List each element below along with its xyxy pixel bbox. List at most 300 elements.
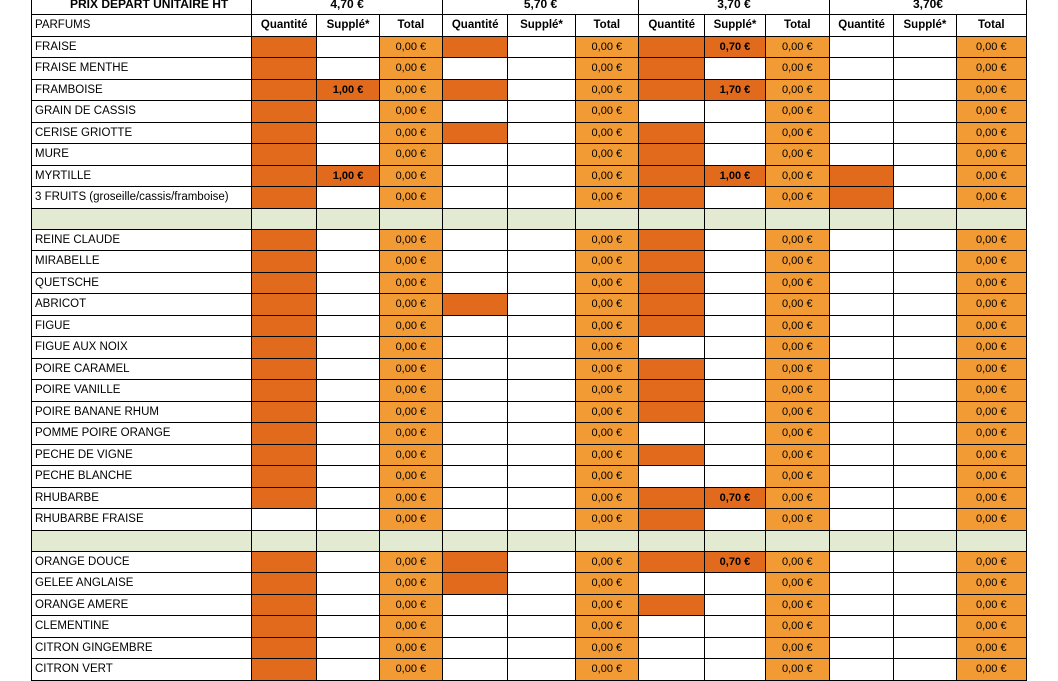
total-cell: 0,00 € bbox=[575, 423, 638, 445]
total-cell: 0,00 € bbox=[765, 358, 829, 380]
quantity-cell[interactable] bbox=[639, 251, 705, 273]
quantity-cell[interactable] bbox=[443, 444, 508, 466]
flavor-name: FIGUE AUX NOIX bbox=[32, 337, 252, 359]
quantite-header: Quantité bbox=[639, 15, 705, 37]
flavor-name: CERISE GRIOTTE bbox=[32, 122, 252, 144]
quantity-cell[interactable] bbox=[252, 165, 317, 187]
separator-cell bbox=[575, 530, 638, 551]
total-cell: 0,00 € bbox=[956, 444, 1026, 466]
quantity-cell[interactable] bbox=[829, 487, 893, 509]
total-cell: 0,00 € bbox=[765, 229, 829, 251]
price-label: PRIX DEPART UNITAIRE HT bbox=[32, 0, 252, 15]
quantity-cell[interactable] bbox=[829, 294, 893, 316]
quantite-header: Quantité bbox=[829, 15, 893, 37]
quantity-cell[interactable] bbox=[443, 229, 508, 251]
quantity-cell[interactable] bbox=[252, 294, 317, 316]
quantity-cell[interactable] bbox=[829, 637, 893, 659]
total-header: Total bbox=[765, 15, 829, 37]
total-cell: 0,00 € bbox=[765, 573, 829, 595]
quantity-cell[interactable] bbox=[443, 101, 508, 123]
quantity-cell[interactable] bbox=[639, 380, 705, 402]
total-cell: 0,00 € bbox=[379, 229, 442, 251]
supplement-cell bbox=[894, 294, 956, 316]
supplement-cell bbox=[508, 122, 575, 144]
table-row bbox=[32, 294, 1027, 316]
separator-cell bbox=[32, 208, 252, 229]
supplement-cell bbox=[705, 272, 765, 294]
table-row bbox=[32, 466, 1027, 488]
quantity-cell[interactable] bbox=[252, 423, 317, 445]
section-separator bbox=[32, 530, 1027, 551]
quantity-cell[interactable] bbox=[639, 423, 705, 445]
flavor-name: FRAISE bbox=[32, 36, 252, 58]
total-cell: 0,00 € bbox=[379, 444, 442, 466]
quantity-cell[interactable] bbox=[829, 551, 893, 573]
table-row bbox=[32, 315, 1027, 337]
quantity-cell[interactable] bbox=[639, 101, 705, 123]
total-cell: 0,00 € bbox=[956, 573, 1026, 595]
quantity-cell[interactable] bbox=[252, 144, 317, 166]
table-row bbox=[32, 36, 1027, 58]
separator-cell bbox=[443, 208, 508, 229]
quantity-cell[interactable] bbox=[829, 466, 893, 488]
supplement-cell bbox=[317, 122, 379, 144]
table-row bbox=[32, 487, 1027, 509]
total-cell: 0,00 € bbox=[956, 122, 1026, 144]
quantity-cell[interactable] bbox=[639, 272, 705, 294]
quantity-cell[interactable] bbox=[252, 444, 317, 466]
quantity-cell[interactable] bbox=[829, 229, 893, 251]
supplement-cell bbox=[894, 659, 956, 681]
quantity-cell[interactable] bbox=[443, 637, 508, 659]
total-cell: 0,00 € bbox=[765, 315, 829, 337]
quantity-cell[interactable] bbox=[639, 229, 705, 251]
quantity-cell[interactable] bbox=[252, 594, 317, 616]
quantity-cell[interactable] bbox=[829, 187, 893, 209]
quantity-cell[interactable] bbox=[252, 659, 317, 681]
quantity-cell[interactable] bbox=[639, 315, 705, 337]
separator-cell bbox=[705, 530, 765, 551]
supplement-cell bbox=[894, 229, 956, 251]
quantity-cell[interactable] bbox=[252, 229, 317, 251]
separator-cell bbox=[894, 208, 956, 229]
flavor-name: GELEE ANGLAISE bbox=[32, 573, 252, 595]
supplement-cell bbox=[317, 401, 379, 423]
supplement-cell bbox=[317, 229, 379, 251]
total-cell: 0,00 € bbox=[956, 659, 1026, 681]
total-cell: 0,00 € bbox=[575, 187, 638, 209]
quantity-cell[interactable] bbox=[252, 401, 317, 423]
flavor-name: FRAISE MENTHE bbox=[32, 58, 252, 80]
quantity-cell[interactable] bbox=[252, 187, 317, 209]
supplement-cell bbox=[508, 101, 575, 123]
supplement-cell bbox=[317, 144, 379, 166]
table-row bbox=[32, 616, 1027, 638]
supplement-cell bbox=[317, 551, 379, 573]
total-cell: 0,00 € bbox=[379, 509, 442, 531]
flavor-name: PECHE BLANCHE bbox=[32, 466, 252, 488]
quantity-cell[interactable] bbox=[639, 122, 705, 144]
flavor-name: 3 FRUITS (groseille/cassis/framboise) bbox=[32, 187, 252, 209]
quantity-cell[interactable] bbox=[639, 551, 705, 573]
quantity-cell[interactable] bbox=[443, 144, 508, 166]
quantity-cell[interactable] bbox=[443, 551, 508, 573]
section-separator bbox=[32, 208, 1027, 229]
total-cell: 0,00 € bbox=[765, 251, 829, 273]
quantity-cell[interactable] bbox=[639, 58, 705, 80]
supplement-cell bbox=[508, 401, 575, 423]
supplement-cell bbox=[317, 272, 379, 294]
flavor-name: CITRON GINGEMBRE bbox=[32, 637, 252, 659]
total-cell: 0,00 € bbox=[575, 79, 638, 101]
supplement-cell bbox=[508, 380, 575, 402]
price-group-3: 3,70 € bbox=[639, 0, 830, 15]
total-cell: 0,00 € bbox=[956, 401, 1026, 423]
total-header: Total bbox=[575, 15, 638, 37]
total-cell: 0,00 € bbox=[379, 315, 442, 337]
supplement-cell bbox=[508, 637, 575, 659]
quantity-cell[interactable] bbox=[443, 659, 508, 681]
quantity-cell[interactable] bbox=[639, 401, 705, 423]
quantity-cell[interactable] bbox=[639, 79, 705, 101]
supplement-cell bbox=[317, 251, 379, 273]
supplement-cell bbox=[508, 79, 575, 101]
total-cell: 0,00 € bbox=[379, 36, 442, 58]
supplement-cell bbox=[508, 551, 575, 573]
quantity-cell[interactable] bbox=[443, 251, 508, 273]
supplement-cell bbox=[508, 315, 575, 337]
quantity-cell[interactable] bbox=[829, 337, 893, 359]
supplement-cell bbox=[508, 251, 575, 273]
supplement-cell bbox=[705, 616, 765, 638]
quantity-cell[interactable] bbox=[252, 551, 317, 573]
total-cell: 0,00 € bbox=[765, 594, 829, 616]
quantity-cell[interactable] bbox=[443, 315, 508, 337]
quantity-cell[interactable] bbox=[443, 466, 508, 488]
total-cell: 0,00 € bbox=[379, 423, 442, 445]
quantity-cell[interactable] bbox=[639, 509, 705, 531]
supplement-cell bbox=[705, 294, 765, 316]
supplement-cell bbox=[705, 423, 765, 445]
quantity-cell[interactable] bbox=[829, 616, 893, 638]
quantity-cell[interactable] bbox=[639, 165, 705, 187]
supplement-cell bbox=[508, 272, 575, 294]
quantity-cell[interactable] bbox=[443, 616, 508, 638]
quantity-cell[interactable] bbox=[443, 36, 508, 58]
supplement-cell bbox=[705, 337, 765, 359]
quantity-cell[interactable] bbox=[829, 594, 893, 616]
supplement-cell: 0,70 € bbox=[705, 36, 765, 58]
quantity-cell[interactable] bbox=[443, 187, 508, 209]
quantity-cell[interactable] bbox=[252, 36, 317, 58]
total-cell: 0,00 € bbox=[379, 144, 442, 166]
table-row bbox=[32, 122, 1027, 144]
supplement-cell bbox=[317, 509, 379, 531]
separator-cell bbox=[956, 208, 1026, 229]
flavor-name: MURE bbox=[32, 144, 252, 166]
quantity-cell[interactable] bbox=[443, 79, 508, 101]
total-cell: 0,00 € bbox=[956, 551, 1026, 573]
quantity-cell[interactable] bbox=[252, 272, 317, 294]
quantity-cell[interactable] bbox=[829, 144, 893, 166]
supplement-cell bbox=[508, 229, 575, 251]
total-cell: 0,00 € bbox=[765, 487, 829, 509]
quantity-cell[interactable] bbox=[252, 380, 317, 402]
quantity-cell[interactable] bbox=[829, 251, 893, 273]
quantity-cell[interactable] bbox=[639, 616, 705, 638]
total-cell: 0,00 € bbox=[765, 144, 829, 166]
separator-cell bbox=[829, 530, 893, 551]
supplement-cell bbox=[894, 315, 956, 337]
quantity-cell[interactable] bbox=[639, 144, 705, 166]
total-cell: 0,00 € bbox=[379, 101, 442, 123]
quantity-cell[interactable] bbox=[252, 58, 317, 80]
supplement-cell bbox=[894, 487, 956, 509]
supplement-cell bbox=[894, 272, 956, 294]
supplement-cell bbox=[705, 401, 765, 423]
supplement-cell bbox=[894, 594, 956, 616]
total-cell: 0,00 € bbox=[379, 58, 442, 80]
supplement-cell bbox=[705, 466, 765, 488]
supplement-cell bbox=[508, 36, 575, 58]
separator-cell bbox=[765, 208, 829, 229]
quantity-cell[interactable] bbox=[252, 509, 317, 531]
quantity-cell[interactable] bbox=[829, 101, 893, 123]
quantity-cell[interactable] bbox=[829, 423, 893, 445]
supplement-cell bbox=[894, 101, 956, 123]
total-header: Total bbox=[956, 15, 1026, 37]
separator-cell bbox=[639, 530, 705, 551]
supplement-cell bbox=[894, 337, 956, 359]
total-cell: 0,00 € bbox=[379, 616, 442, 638]
total-cell: 0,00 € bbox=[765, 272, 829, 294]
supplement-cell bbox=[894, 58, 956, 80]
total-cell: 0,00 € bbox=[765, 101, 829, 123]
quantity-cell[interactable] bbox=[252, 251, 317, 273]
quantity-cell[interactable] bbox=[639, 659, 705, 681]
quantity-cell[interactable] bbox=[829, 358, 893, 380]
total-cell: 0,00 € bbox=[575, 315, 638, 337]
quantity-cell[interactable] bbox=[443, 487, 508, 509]
table-row bbox=[32, 401, 1027, 423]
total-cell: 0,00 € bbox=[956, 251, 1026, 273]
quantity-cell[interactable] bbox=[639, 594, 705, 616]
quantity-cell[interactable] bbox=[829, 315, 893, 337]
separator-cell bbox=[508, 530, 575, 551]
supplement-cell bbox=[317, 36, 379, 58]
supplement-cell bbox=[894, 122, 956, 144]
flavor-name: MIRABELLE bbox=[32, 251, 252, 273]
quantity-cell[interactable] bbox=[252, 315, 317, 337]
supplement-cell bbox=[508, 358, 575, 380]
flavor-name: POIRE BANANE RHUM bbox=[32, 401, 252, 423]
quantity-cell[interactable] bbox=[252, 337, 317, 359]
supplement-cell: 0,70 € bbox=[705, 487, 765, 509]
total-cell: 0,00 € bbox=[575, 251, 638, 273]
price-row bbox=[32, 0, 1027, 15]
quantity-cell[interactable] bbox=[639, 466, 705, 488]
quantity-cell[interactable] bbox=[639, 444, 705, 466]
separator-cell bbox=[252, 208, 317, 229]
total-cell: 0,00 € bbox=[956, 165, 1026, 187]
supplement-cell bbox=[894, 165, 956, 187]
quantity-cell[interactable] bbox=[829, 36, 893, 58]
supplement-cell bbox=[705, 187, 765, 209]
total-cell: 0,00 € bbox=[956, 187, 1026, 209]
supplement-cell bbox=[705, 659, 765, 681]
total-cell: 0,00 € bbox=[379, 594, 442, 616]
supplement-cell bbox=[317, 58, 379, 80]
quantity-cell[interactable] bbox=[829, 58, 893, 80]
quantity-cell[interactable] bbox=[829, 573, 893, 595]
total-cell: 0,00 € bbox=[956, 79, 1026, 101]
total-cell: 0,00 € bbox=[379, 466, 442, 488]
total-cell: 0,00 € bbox=[575, 551, 638, 573]
table-row bbox=[32, 251, 1027, 273]
supplement-cell bbox=[317, 659, 379, 681]
total-cell: 0,00 € bbox=[379, 659, 442, 681]
total-cell: 0,00 € bbox=[765, 380, 829, 402]
total-cell: 0,00 € bbox=[765, 444, 829, 466]
total-cell: 0,00 € bbox=[765, 294, 829, 316]
flavor-name: POIRE CARAMEL bbox=[32, 358, 252, 380]
table-row bbox=[32, 79, 1027, 101]
total-cell: 0,00 € bbox=[379, 337, 442, 359]
quantity-cell[interactable] bbox=[252, 101, 317, 123]
quantity-cell[interactable] bbox=[252, 487, 317, 509]
quantity-cell[interactable] bbox=[252, 79, 317, 101]
separator-cell bbox=[379, 208, 442, 229]
quantity-cell[interactable] bbox=[252, 466, 317, 488]
total-cell: 0,00 € bbox=[575, 509, 638, 531]
supplement-cell bbox=[508, 187, 575, 209]
quantity-cell[interactable] bbox=[443, 165, 508, 187]
total-cell: 0,00 € bbox=[379, 165, 442, 187]
total-cell: 0,00 € bbox=[956, 58, 1026, 80]
total-cell: 0,00 € bbox=[956, 315, 1026, 337]
quantity-cell[interactable] bbox=[443, 272, 508, 294]
supplement-cell bbox=[894, 573, 956, 595]
quantity-cell[interactable] bbox=[443, 337, 508, 359]
separator-cell bbox=[252, 530, 317, 551]
quantity-cell[interactable] bbox=[639, 637, 705, 659]
quantity-cell[interactable] bbox=[252, 573, 317, 595]
quantity-cell[interactable] bbox=[443, 509, 508, 531]
table-row bbox=[32, 573, 1027, 595]
quantity-cell[interactable] bbox=[443, 594, 508, 616]
quantity-cell[interactable] bbox=[639, 487, 705, 509]
quantity-cell[interactable] bbox=[639, 573, 705, 595]
supplement-cell bbox=[705, 122, 765, 144]
quantity-cell[interactable] bbox=[443, 380, 508, 402]
supplement-cell bbox=[317, 187, 379, 209]
quantity-cell[interactable] bbox=[252, 616, 317, 638]
supplement-cell bbox=[508, 509, 575, 531]
quantity-cell[interactable] bbox=[829, 79, 893, 101]
quantity-cell[interactable] bbox=[443, 573, 508, 595]
flavor-name: REINE CLAUDE bbox=[32, 229, 252, 251]
table-row bbox=[32, 165, 1027, 187]
quantity-cell[interactable] bbox=[829, 659, 893, 681]
total-cell: 0,00 € bbox=[956, 594, 1026, 616]
quantity-cell[interactable] bbox=[252, 358, 317, 380]
quantity-cell[interactable] bbox=[252, 122, 317, 144]
total-cell: 0,00 € bbox=[956, 423, 1026, 445]
supplement-cell bbox=[508, 444, 575, 466]
supplement-cell bbox=[317, 594, 379, 616]
supplement-cell bbox=[894, 144, 956, 166]
supplement-cell bbox=[894, 358, 956, 380]
table-row bbox=[32, 144, 1027, 166]
table-row bbox=[32, 551, 1027, 573]
flavor-name: CLEMENTINE bbox=[32, 616, 252, 638]
quantity-cell[interactable] bbox=[443, 58, 508, 80]
supplement-cell bbox=[317, 444, 379, 466]
flavor-name: POMME POIRE ORANGE bbox=[32, 423, 252, 445]
total-cell: 0,00 € bbox=[575, 659, 638, 681]
quantity-cell[interactable] bbox=[639, 294, 705, 316]
supplement-cell bbox=[705, 509, 765, 531]
quantity-cell[interactable] bbox=[443, 358, 508, 380]
separator-cell bbox=[317, 208, 379, 229]
total-cell: 0,00 € bbox=[956, 144, 1026, 166]
total-cell: 0,00 € bbox=[956, 637, 1026, 659]
total-cell: 0,00 € bbox=[575, 380, 638, 402]
quantity-cell[interactable] bbox=[829, 401, 893, 423]
flavor-name: RHUBARBE FRAISE bbox=[32, 509, 252, 531]
quantity-cell[interactable] bbox=[639, 358, 705, 380]
supple-header: Supplé* bbox=[894, 15, 956, 37]
quantity-cell[interactable] bbox=[443, 294, 508, 316]
total-cell: 0,00 € bbox=[379, 272, 442, 294]
total-cell: 0,00 € bbox=[379, 487, 442, 509]
quantity-cell[interactable] bbox=[443, 401, 508, 423]
total-cell: 0,00 € bbox=[379, 637, 442, 659]
quantity-cell[interactable] bbox=[829, 444, 893, 466]
total-cell: 0,00 € bbox=[379, 551, 442, 573]
supplement-cell: 1,00 € bbox=[317, 165, 379, 187]
quantity-cell[interactable] bbox=[443, 423, 508, 445]
total-cell: 0,00 € bbox=[956, 466, 1026, 488]
quantity-cell[interactable] bbox=[829, 380, 893, 402]
quantity-cell[interactable] bbox=[443, 122, 508, 144]
quantity-cell[interactable] bbox=[829, 272, 893, 294]
supplement-cell bbox=[508, 144, 575, 166]
supplement-cell bbox=[894, 79, 956, 101]
quantity-cell[interactable] bbox=[639, 187, 705, 209]
total-cell: 0,00 € bbox=[765, 659, 829, 681]
quantity-cell[interactable] bbox=[252, 637, 317, 659]
separator-cell bbox=[575, 208, 638, 229]
total-cell: 0,00 € bbox=[956, 101, 1026, 123]
quantity-cell[interactable] bbox=[639, 337, 705, 359]
quantity-cell[interactable] bbox=[829, 122, 893, 144]
quantity-cell[interactable] bbox=[639, 36, 705, 58]
supplement-cell bbox=[317, 294, 379, 316]
total-cell: 0,00 € bbox=[575, 122, 638, 144]
quantity-cell[interactable] bbox=[829, 165, 893, 187]
supplement-cell bbox=[705, 251, 765, 273]
supplement-cell bbox=[508, 165, 575, 187]
separator-cell bbox=[508, 208, 575, 229]
quantity-cell[interactable] bbox=[829, 509, 893, 531]
total-cell: 0,00 € bbox=[575, 294, 638, 316]
supplement-cell bbox=[705, 637, 765, 659]
supplement-cell bbox=[317, 466, 379, 488]
separator-cell bbox=[379, 530, 442, 551]
supplement-cell bbox=[317, 101, 379, 123]
flavor-name: GRAIN DE CASSIS bbox=[32, 101, 252, 123]
